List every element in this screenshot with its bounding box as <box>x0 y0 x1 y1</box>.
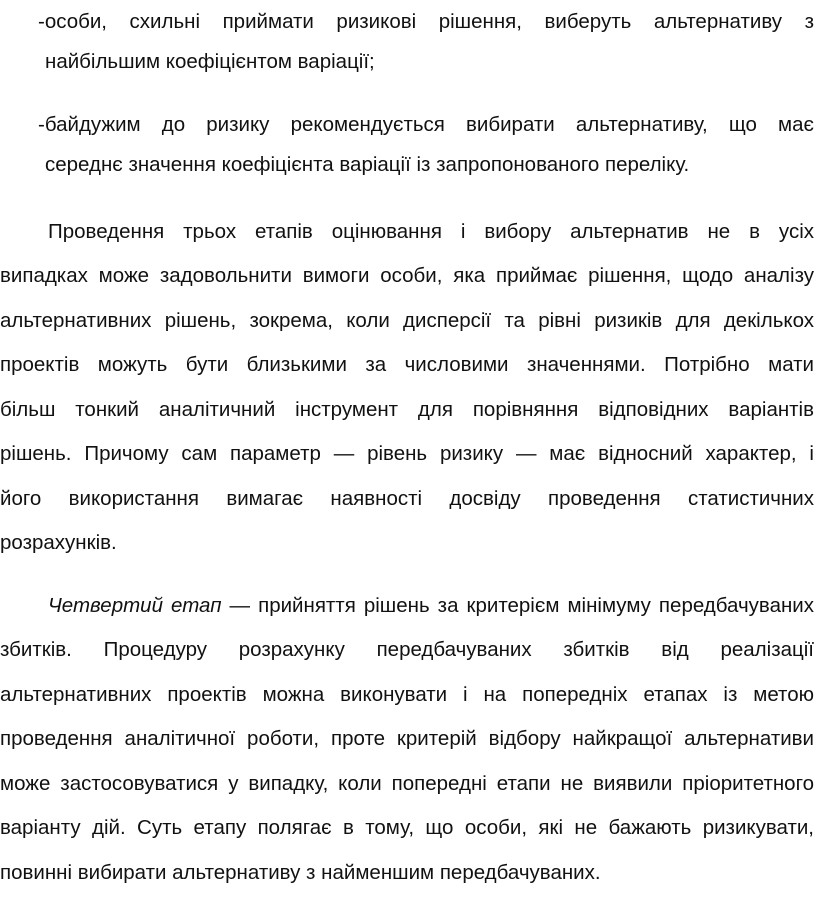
stage-heading-text: — прийняття рішень за критерієм мінімуму передбачуваних <box>229 594 814 617</box>
paragraph-1-line-3: альтернативних рішень, зокрема, коли дисперсії та рівні ризиків для декількох <box>0 309 814 332</box>
paragraph-1-line-6: рішень. Причому сам параметр — рівень ризику — має відносний характер, і <box>0 442 814 465</box>
paragraph-1-line-8: розрахунків. <box>0 531 117 554</box>
paragraph-2-line-1 <box>0 584 814 628</box>
bullet-line-2-cont: середнє значення коефіцієнта варіації із запропонованого переліку. <box>45 153 690 176</box>
bullet-line-1: -особи, схильні приймати ризикові рішення, виберуть альтернативу з <box>38 10 814 33</box>
paragraph-2-line-5: може застосовуватися у випадку, коли попередні етапи не виявили пріоритетного <box>0 772 814 795</box>
stage-label: Четвертий етап <box>48 594 222 617</box>
paragraph-2-line-6: варіанту дій. Суть етапу полягає в тому, що особи, які не бажають ризикувати, <box>0 816 814 839</box>
paragraph-1-line-4: проектів можуть бути близькими за числовими значеннями. Потрібно мати <box>0 353 814 376</box>
paragraph-1-line-2: випадках може задовольнити вимоги особи, яка приймає рішення, щодо аналізу <box>0 264 814 287</box>
paragraph-1-line-5: більш тонкий аналітичний інструмент для порівняння відповідних варіантів <box>0 398 814 421</box>
paragraph-2-line-3: альтернативних проектів можна виконувати і на попередніх етапах із метою <box>0 683 814 706</box>
paragraph-2-line-4: проведення аналітичної роботи, проте критерій відбору найкращої альтернативи <box>0 727 814 750</box>
bullet-line-2: -байдужим до ризику рекомендується вибирати альтернативу, що має <box>38 113 814 136</box>
paragraph-1-line-7: його використання вимагає наявності досвіду проведення статистичних <box>0 487 814 510</box>
bullet-line-1-cont: найбільшим коефіцієнтом варіації; <box>45 50 375 73</box>
paragraph-2-line-7: повинні вибирати альтернативу з найменшим передбачуваних. <box>0 861 601 884</box>
paragraph-1-line-1: Проведення трьох етапів оцінювання і вибору альтернатив не в усіх <box>48 220 814 243</box>
paragraph-2-line-2: збитків. Процедуру розрахунку передбачуваних збитків від реалізації <box>0 638 814 661</box>
